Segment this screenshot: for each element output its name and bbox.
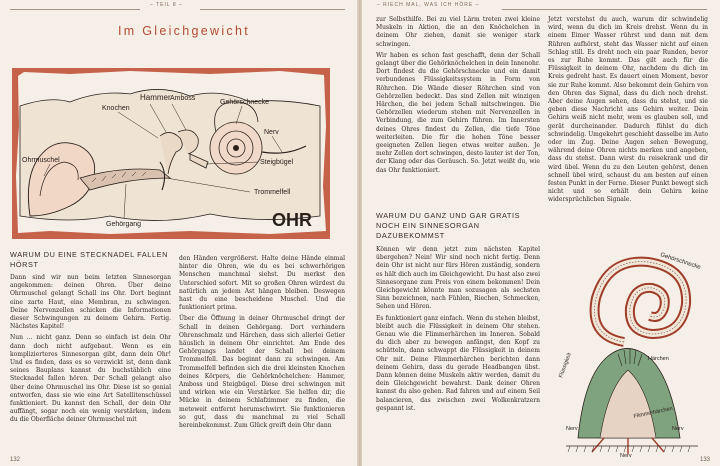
label-gehoerschnecke: Gehörschnecke bbox=[220, 99, 270, 106]
label-nerv-right: Nerv bbox=[672, 426, 684, 432]
label-flimmerhaerchen: Flimmerhärchen bbox=[633, 405, 674, 420]
paragraph: den Händen vergrößerst. Halte deine Hände einmal hinter die Ohren, wie du es bei schwerhörigen Menschen manchmal siehst. Du merkst den Unterschied sofort. Mit so großen Ohren würdest du natürlich an jedem Ast hängen bleiben. Deswegen hast du eine bescheidene Muschel. Und die funktioniert prima. bbox=[179, 255, 345, 312]
label-fluessigkeit: Flüssigkeit bbox=[558, 352, 573, 379]
header-rule-right bbox=[200, 9, 345, 10]
label-gehoergang: Gehörgang bbox=[106, 221, 142, 228]
paragraph: Dann sind wir nun beim letzten Sinnesorgan angekommen: deinen Ohren. Über deine Ohrmuschel gelangt Schall ins Ohr. Dort beginnt eine zarte Haut, eine Membran, zu schwingen. Deine Nervenzellen schicken die Informationen dieser Schwingungen zu deinem Gehirn. Fertig. Nächstes Kapitel! bbox=[10, 274, 171, 331]
left-page bbox=[0, 0, 358, 466]
label-nerv-left: Nerv bbox=[566, 426, 578, 432]
paragraph: Wir haben es schon fast geschafft, denn der Schall gelangt über die Gehörknöchelchen in dein Innenohr. Dort findest du die Gehörschnecke und ein damit verbundenes Flüssigkeitssystem in Form von Röhrchen. Die Wände dieser Röhrchen sind von Gehörzellen bedeckt. Das sind Zellen mit winzigen Härchen, die bei jedem Schall mitschwingen. Die Gehörzellen wiederum stehen mit Nervenzellen in Verbindung, die zum Gehirn führen. Im Innersten deines Ohres findest du Zellen, die tiefe Töne weiterleiten. Die für die hohen Töne besser geeigneten Zellen liegen etwas weiter außen. Je mehr Zellen dort schwingen, desto lauter ist der Ton, der Klang oder das Geräusch. So. Jetzt weißt du, wie das Ohr funktioniert. bbox=[376, 51, 540, 174]
paragraph: Über die Öffnung in deiner Ohrmuschel dringt der Schall in deinen Gehörgang. Dort verhindern Ohrenschmalz und Härchen, dass sich allerlei Getier häuslich in deinem Ohr einrichtet. Am Ende des Gehörgangs landet der Schall bei deinem Trommelfell. Das beginnt dann zu schwingen. Am Trommelfell befinden sich die drei kleinsten Knochen deines Körpers, die Gehörknöchelchen: Hammer, Amboss und Steigbügel. Diese drei schwingen mit und wirken wie ein Verstärker. Sie helfen dir, die Mücke in deinem Schlafzimmer zu finden, die meteweit entfernt herumschwirrt. Sie funktionieren so gut, dass du manchmal zu viel Schall hereinbekommst. Zum Glück greift dein Ohr dann bbox=[179, 315, 345, 430]
cochlea-tube-inner bbox=[595, 262, 687, 342]
inner-ear-drawing bbox=[548, 238, 710, 458]
label-gehoerschnecke: Gehörschnecke bbox=[659, 252, 702, 271]
label-nerv-bottom: Nerv bbox=[620, 453, 632, 458]
cochlea-drawing bbox=[210, 122, 262, 174]
header-rule bbox=[502, 9, 707, 10]
page-number: 132 bbox=[10, 457, 21, 463]
running-head: – TEIL 8 – bbox=[150, 2, 183, 8]
label-ohrmuschel: Ohrmuschel bbox=[22, 157, 60, 164]
paragraph: zur Selbsthilfe. Bei zu viel Lärm treten zwei kleine Muskeln in Aktion, die an den Knöchelchen in deinem Ohr ziehen, damit sie weniger stark schwingen. bbox=[376, 16, 540, 48]
right-page bbox=[362, 0, 720, 466]
left-page-column-1 bbox=[10, 274, 171, 428]
right-page-column-1-bottom bbox=[376, 246, 540, 416]
running-head: – RIECH MAL, WAS ICH HÖRE – bbox=[377, 2, 480, 8]
paragraph: Es funktioniert ganz einfach. Wenn du stehen bleibst, bleibt auch die Flüssigkeit in deinem Ohr stehen. Genau wie die Flimmerhärchen im Inneren. Sobald du dich aber zu bewegen anfängst, den Kopf zu schütteln, dann schwappt die Flüssigkeit in deinem Ohr mit. Deine Flimmerhärchen berichten dann deinem Gehirn, dass du gerade Headbangen übst. Dann können deine Muskeln aktiv werden, damit du dein Gleichgewicht bewahrst. Dank deiner Ohren kannst du also gehen. Rad fahren und auf einem Seil balancieren, das zwischen zwei Wolkenkratzern gespannt ist. bbox=[376, 314, 540, 412]
left-page-column-2 bbox=[179, 255, 345, 433]
paragraph: Nun … nicht ganz. Denn so einfach ist dein Ohr dann doch nicht aufgebaut. Wenn es ein komplizierteres Sinnesorgan gibt, dann dein Ohr! Und es finden, dass es so verzwickt ist, denn dank seines Bauplans kannst du buchstäblich eine Stecknadel fallen hören. Der Schall gelangt also über deine Ohrmuschel ins Ohr. Diese ist so genial entworfen, dass sie wie eine Art Satellitenschüssel funktioniert. Du kannst den Schall, der dein Ohr auffängt, sogar noch ein wenig verstärken, indem du die Oberfläche deiner Ohrmuschel mit bbox=[10, 334, 171, 424]
ear-drawing bbox=[10, 66, 332, 241]
paragraph: Jetzt verstehst du auch, warum dir schwindelig wird, wenn du dich im Kreis drehst. Wenn du in einem Eimer Wasser rührst und dann mit dem Rühren aufhörst, steht das Wasser nicht auf einen Schlag still. Es dreht noch ein paar Runden, bevor es zur Ruhe kommt. Das gilt auch für die Flüssigkeit in deinem Ohr, nachdem du dich im Kreis gedreht hast. Es dauert einen Moment, bevor sie zur Ruhe kommt. Also bekommt dein Gehirn von den Ohren das Signal, dass du dich noch drehst. Aber deine Augen sehen, dass du stehst, und sie geben diese Nachricht ans Gehirn weiter. Dein Gehirn weiß nicht mehr, wem es glauben soll, und gerät durcheinander. Dadurch fühlst du dich schwindelig. Umgekehrt geschieht dasselbe im Auto oder im Zug. Deine Augen sehen Bewegung, während deine Ohren nichts merken und angeben, dass du stehst. Dann wirst du reisekrank und dir wird übel. Wenn du zu den Leuten gehörst, denen schnell übel wird, schaust du am besten auf einen festen Punkt in der Ferne. Dieser Punkt bewegt sich nicht und so erhält dein Gehirn keine widersprüchlichen Signale. bbox=[548, 16, 708, 204]
label-hammer: Hammer bbox=[140, 93, 171, 102]
base-hatching bbox=[568, 446, 690, 452]
header-rule-left bbox=[10, 9, 140, 10]
label-trommelfell: Trommelfell bbox=[254, 189, 291, 196]
section-heading: WARUM DU EINE STECKNADEL FALLEN HÖRST bbox=[10, 250, 168, 269]
ear-illustration bbox=[10, 66, 332, 241]
right-page-column-2 bbox=[548, 16, 708, 208]
label-knochen: Knochen bbox=[102, 105, 130, 112]
page-number: 133 bbox=[699, 457, 710, 463]
right-page-column-1-top bbox=[376, 16, 540, 178]
figure-caption: OHR bbox=[272, 210, 312, 230]
label-haerchen: Härchen bbox=[648, 356, 669, 362]
label-steigbuegel: Steigbügel bbox=[260, 159, 294, 166]
label-amboss: Amboss bbox=[170, 95, 196, 102]
label-nerv: Nerv bbox=[264, 129, 279, 136]
inner-ear-illustration bbox=[548, 238, 710, 458]
paragraph: Können wir denn jetzt zum nächsten Kapitel übergehen? Nein! Wir sind noch nicht fertig. Denn dein Ohr ist nicht nur fürs Hören zuständig, sondern es hält dich auch im Gleichgewicht. Du hast also zwei Sinnesorgane zum Preis von einem bekommen! Dein Gleichgewicht könnte man sozusagen als sechsten Sinn bezeichnen, nach Fühlen, Riechen, Schmecken, Sehen und Hören. bbox=[376, 246, 540, 311]
page-title: Im Gleichgewicht bbox=[118, 24, 250, 38]
section-heading: WARUM DU GANZ UND GAR GRATIS NOCH EIN SINNESORGAN DAZUBEKOMMST bbox=[376, 211, 521, 240]
